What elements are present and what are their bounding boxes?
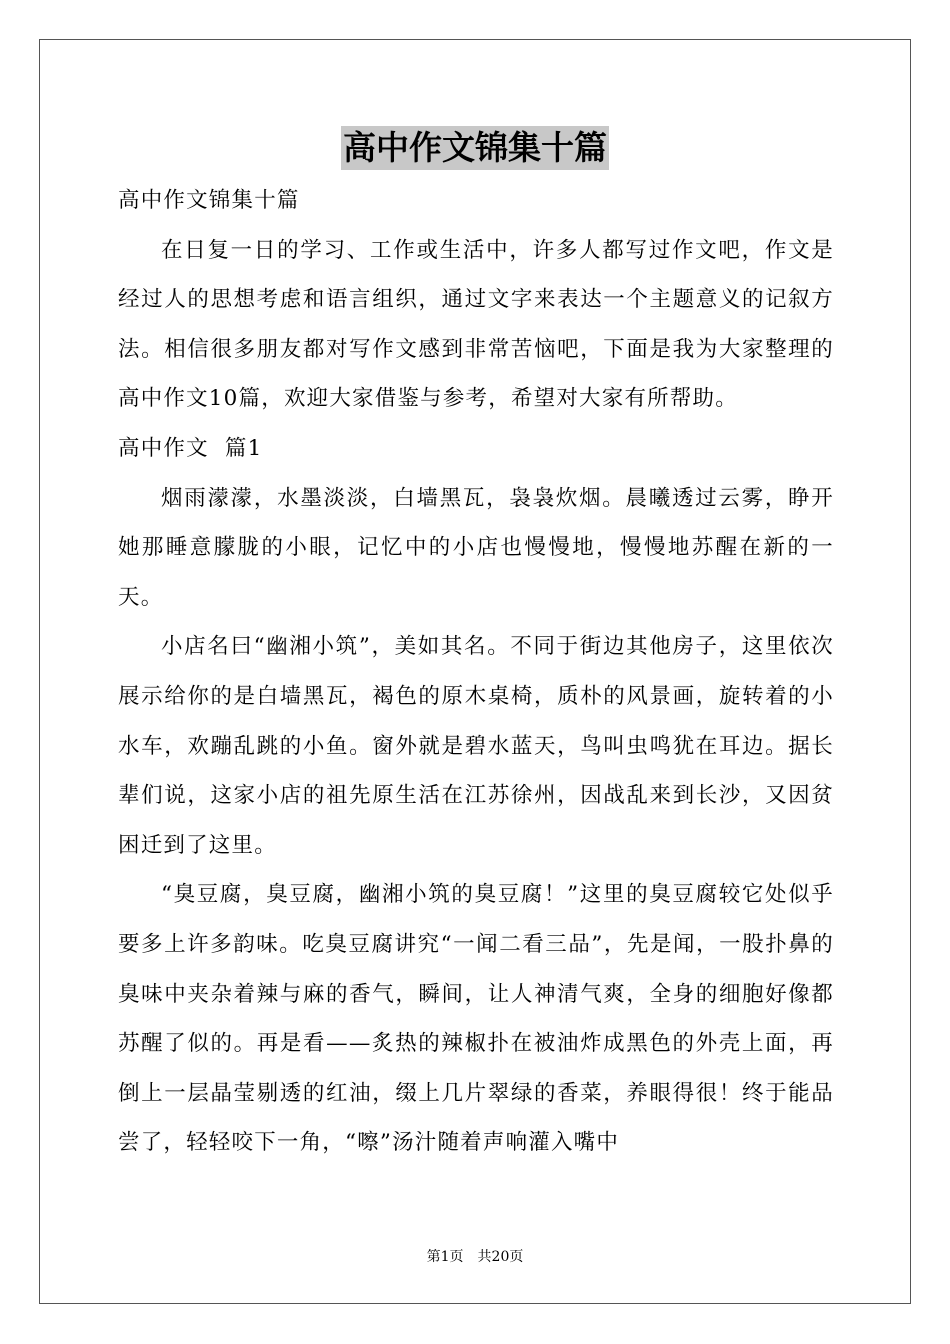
body-paragraph-2: 小店名曰“幽湘小筑”，美如其名。不同于街边其他房子，这里依次展示给你的是白墙黑瓦，褐色的原木桌椅，质朴的风景画，旋转着的小水车，欢蹦乱跳的小鱼。窗外就是碧水蓝天，鸟叫虫鸣犹在耳边。据长辈们说，这家小店的祖先原生活在江苏徐州，因战乱来到长沙，又因贫困迁到了这里。 bbox=[118, 634, 834, 858]
body-paragraph-3: “臭豆腐，臭豆腐，幽湘小筑的臭豆腐！”这里的臭豆腐较它处似乎要多上许多韵味。吃臭豆腐讲究“一闻二看三品”，先是闻，一股扑鼻的臭味中夹杂着辣与麻的香气，瞬间，让人神清气爽，全身的细胞好像都苏醒了似的。再是看——炙热的辣椒扑在被油炸成黑色的外壳上面，再倒上一层晶莹剔透的红油，缀上几片翠绿的香菜，养眼得很！终于能品尝了，轻轻咬下一角，“嚓”汤汁随着声响灌入嘴中 bbox=[118, 882, 834, 1156]
intro-paragraph: 在日复一日的学习、工作或生活中，许多人都写过作文吧，作文是经过人的思想考虑和语言组织，通过文字来表达一个主题意义的记叙方法。相信很多朋友都对写作文感到非常苦恼吧，下面是我为大家整理的高中作文10篇，欢迎大家借鉴与参考，希望对大家有所帮助。 bbox=[118, 237, 834, 412]
page-total: 共20页 bbox=[477, 1249, 524, 1265]
page-footer bbox=[0, 1248, 950, 1266]
body-paragraph-1: 烟雨濛濛，水墨淡淡，白墙黑瓦，袅袅炊烟。晨曦透过云雾，睁开她那睡意朦胧的小眼，记忆中的小店也慢慢地，慢慢地苏醒在新的一天。 bbox=[118, 485, 834, 610]
section-heading: 高中作文 篇1 bbox=[118, 435, 263, 461]
document-title: 高中作文锦集十篇 bbox=[341, 126, 609, 170]
title-container bbox=[0, 126, 950, 170]
page-number: 第1页 bbox=[426, 1249, 464, 1265]
document-body bbox=[118, 176, 834, 1168]
heading-line: 高中作文锦集十篇 bbox=[118, 188, 300, 213]
